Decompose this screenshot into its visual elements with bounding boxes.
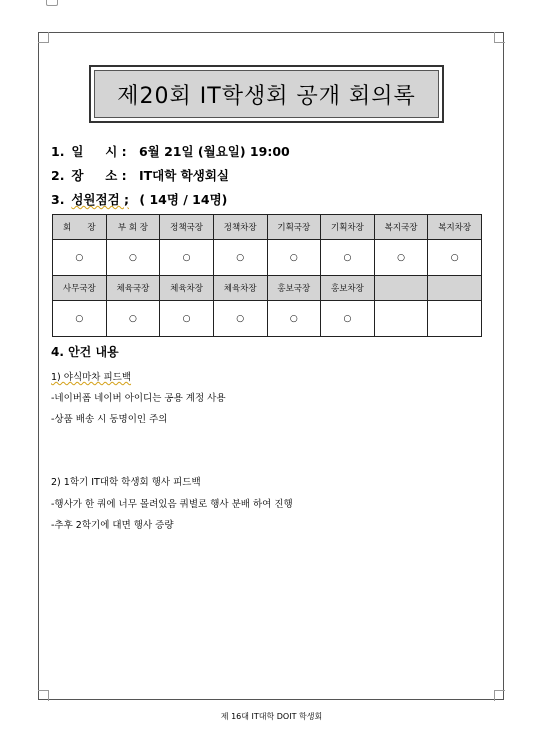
attendance-mark: ○ bbox=[53, 301, 107, 337]
place-value: IT대학 학생회실 bbox=[138, 168, 229, 183]
role-cell: 정책국장 bbox=[160, 215, 214, 240]
agenda-item2-line: -추후 2학기에 대면 행사 증량 bbox=[51, 520, 174, 531]
attendance-number: 3. bbox=[51, 192, 65, 207]
attendance-mark: ○ bbox=[53, 240, 107, 276]
agenda-item1-title bbox=[51, 369, 131, 383]
datetime-value: 6월 21일 (월요일) 19:00 bbox=[138, 144, 290, 159]
role-cell: 체육차장 bbox=[160, 276, 214, 301]
attendance-mark bbox=[428, 301, 482, 337]
corner-mark-icon bbox=[38, 690, 49, 701]
role-cell: 기획차장 bbox=[321, 215, 375, 240]
place-line bbox=[51, 166, 229, 184]
role-cell: 부 회 장 bbox=[106, 215, 160, 240]
page-footer: 제 16대 IT대학 DOIT 학생회 bbox=[220, 712, 323, 721]
attendance-mark: ○ bbox=[106, 240, 160, 276]
attendance-mark: ○ bbox=[321, 240, 375, 276]
attendance-mark: ○ bbox=[213, 240, 267, 276]
agenda-item1-line: -네이버폼 네이버 아이디는 공용 계정 사용 bbox=[51, 393, 226, 404]
attendance-mark: ○ bbox=[213, 301, 267, 337]
attendance-line bbox=[51, 190, 227, 208]
table-row bbox=[53, 301, 482, 337]
attendance-mark: ○ bbox=[106, 301, 160, 337]
table-row bbox=[53, 240, 482, 276]
place-number: 2. bbox=[51, 168, 65, 183]
role-cell: 정책차장 bbox=[213, 215, 267, 240]
datetime-line bbox=[51, 142, 290, 160]
datetime-number: 1. bbox=[51, 144, 65, 159]
agenda-item1-line: -상품 배송 시 동명이인 주의 bbox=[51, 414, 168, 425]
agenda-item2-line: -행사가 한 쿼에 너무 몰려있음 쿼별로 행사 분배 하여 진행 bbox=[51, 499, 293, 510]
title-box bbox=[89, 65, 444, 123]
corner-mark-icon bbox=[494, 32, 505, 43]
page-frame bbox=[38, 32, 504, 700]
document-title: 제20회 IT학생회 공개 회의록 bbox=[94, 70, 439, 118]
table-row bbox=[53, 215, 482, 240]
place-label: 장 소 : bbox=[71, 168, 127, 183]
attendance-mark: ○ bbox=[374, 240, 428, 276]
datetime-label: 일 시 : bbox=[71, 144, 127, 159]
agenda-item2-title: 2) 1학기 IT대학 학생회 행사 피드백 bbox=[51, 477, 201, 488]
attendance-mark: ○ bbox=[267, 301, 321, 337]
attendance-label: 성원점검 ; bbox=[71, 192, 130, 207]
attendance-mark: ○ bbox=[160, 301, 214, 337]
corner-mark-icon bbox=[494, 690, 505, 701]
attendance-mark: ○ bbox=[160, 240, 214, 276]
agenda-item1-title-text: 1) 야식마차 피드백 bbox=[51, 372, 132, 383]
corner-mark-icon bbox=[38, 32, 49, 43]
role-cell: 기획국장 bbox=[267, 215, 321, 240]
role-cell bbox=[428, 276, 482, 301]
attendance-table bbox=[52, 214, 482, 337]
role-cell: 홍보국장 bbox=[267, 276, 321, 301]
page-marker-icon bbox=[46, 0, 58, 6]
role-cell: 사무국장 bbox=[53, 276, 107, 301]
attendance-value: ( 14명 / 14명) bbox=[139, 192, 228, 207]
attendance-mark: ○ bbox=[267, 240, 321, 276]
role-cell: 복지차장 bbox=[428, 215, 482, 240]
attendance-mark bbox=[374, 301, 428, 337]
role-cell: 홍보차장 bbox=[321, 276, 375, 301]
role-cell bbox=[374, 276, 428, 301]
attendance-mark: ○ bbox=[428, 240, 482, 276]
role-cell: 회 장 bbox=[53, 215, 107, 240]
table-row bbox=[53, 276, 482, 301]
role-cell: 체육차장 bbox=[213, 276, 267, 301]
role-cell: 체육국장 bbox=[106, 276, 160, 301]
agenda-heading: 4. 안건 내용 bbox=[51, 345, 119, 359]
attendance-mark: ○ bbox=[321, 301, 375, 337]
role-cell: 복지국장 bbox=[374, 215, 428, 240]
